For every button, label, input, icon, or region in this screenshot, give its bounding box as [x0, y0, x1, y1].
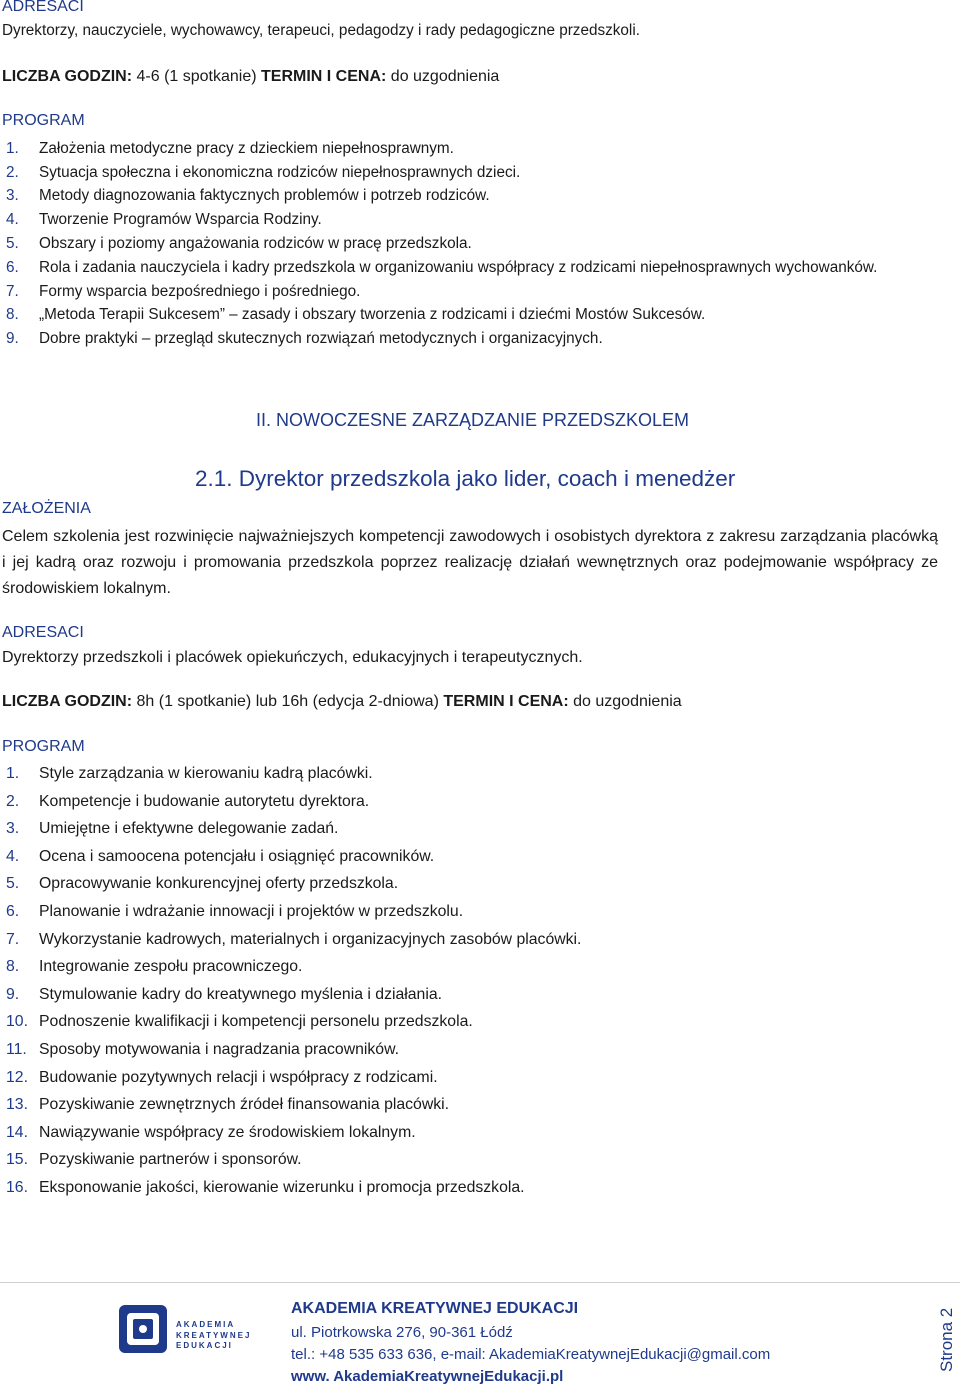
- term-value: do uzgodnienia: [568, 693, 682, 710]
- list-item: 2. Kompetencje i budowanie autorytetu dyrektora.: [6, 792, 370, 810]
- zalozenia-label: ZAŁOŻENIA: [2, 500, 91, 517]
- hours-label: LICZBA GODZIN:: [2, 693, 133, 710]
- list-item: 13. Pozyskiwanie zewnętrznych źródeł finansowania placówki.: [6, 1096, 450, 1114]
- list-item: 2. Sytuacja społeczna i ekonomiczna rodziców niepełnosprawnych dzieci.: [6, 163, 521, 181]
- list-item: 8. Integrowanie zespołu pracowniczego.: [6, 958, 303, 976]
- footer-website[interactable]: www. AkademiaKreatywnejEdukacji.pl: [291, 1368, 564, 1385]
- svg-text:Strona 2: Strona 2: [937, 1307, 956, 1372]
- zalozenia-text: Celem szkolenia jest rozwinięcie najważniejszych kompetencji zawodowych i osobistych dyrektora z zakresu zarządzania placówką i jej kadrą oraz rozwoju i promowania przedszkola poprzez realizację działań wewnętrznych oraz podejmowanie współpracy ze środowiskiem lokalnym.: [2, 528, 938, 597]
- footer-divider: [0, 1282, 960, 1283]
- adresaci-text-2: Dyrektorzy przedszkoli i placówek opiekuńczych, edukacyjnych i terapeutycznych.: [2, 649, 583, 666]
- hours-value: 8h (1 spotkanie) lub 16h (edycja 2-dniowa): [132, 693, 444, 710]
- subsection-title: 2.1. Dyrektor przedszkola jako lider, coach i menedżer: [195, 466, 736, 491]
- list-item: 1. Założenia metodyczne pracy z dzieckiem niepełnosprawnym.: [6, 140, 454, 157]
- adresaci-label-1: ADRESACI: [2, 0, 84, 15]
- list-item: 15. Pozyskiwanie partnerów i sponsorów.: [6, 1151, 302, 1169]
- list-item: 9. Dobre praktyki – przegląd skutecznych rozwiązań metodycznych i organizacyjnych.: [6, 329, 603, 347]
- list-item: 3. Umiejętne i efektywne delegowanie zadań.: [6, 820, 339, 838]
- hours-label: LICZBA GODZIN:: [2, 68, 133, 85]
- logo-wordmark: AKADEMIA KREATYWNEJ EDUKACJI: [176, 1320, 252, 1350]
- list-item: 7. Wykorzystanie kadrowych, materialnych i organizacyjnych zasobów placówki.: [6, 930, 582, 948]
- adresaci-label-2: ADRESACI: [2, 624, 84, 641]
- list-item: 4. Ocena i samoocena potencjału i osiągnięć pracowników.: [6, 847, 435, 865]
- list-item: 16. Eksponowanie jakości, kierowanie wizerunku i promocja przedszkola.: [6, 1178, 525, 1196]
- program-list-1: [2, 137, 939, 351]
- footer-contact: tel.: +48 535 633 636, e-mail: AkademiaKreatywnejEdukacji@gmail.com: [291, 1346, 771, 1363]
- hours-term-line-2: [2, 693, 682, 711]
- term-value: do uzgodnienia: [386, 68, 500, 85]
- hours-value: 4-6 (1 spotkanie): [132, 68, 262, 85]
- list-item: 6. Rola i zadania nauczyciela i kadry przedszkola w organizowaniu współpracy z rodzicami niepełnosprawnych wychowanków.: [6, 258, 878, 276]
- list-item: 3. Metody diagnozowania faktycznych problemów i potrzeb rodziców.: [6, 187, 490, 205]
- program-label-1: PROGRAM: [2, 112, 85, 129]
- list-item: 5. Obszary i poziomy angażowania rodziców w pracę przedszkola.: [6, 234, 472, 252]
- adresaci-text-1: Dyrektorzy, nauczyciele, wychowawcy, terapeuci, pedagodzy i rady pedagogiczne przedszkoli.: [2, 22, 640, 39]
- list-item: 14. Nawiązywanie współpracy ze środowiskiem lokalnym.: [6, 1123, 416, 1141]
- term-label: TERMIN I CENA:: [443, 693, 569, 710]
- list-item: 1. Style zarządzania w kierowaniu kadrą placówki.: [6, 765, 373, 782]
- footer-org-name: AKADEMIA KREATYWNEJ EDUKACJI: [291, 1300, 579, 1317]
- list-item: 6. Planowanie i wdrażanie innowacji i projektów w przedszkolu.: [6, 902, 464, 920]
- section-title: II. NOWOCZESNE ZARZĄDZANIE PRZEDSZKOLEM: [256, 410, 690, 430]
- hours-term-line-1: [2, 68, 499, 86]
- list-item: 8. „Metoda Terapii Sukcesem” – zasady i obszary tworzenia z rodzicami i dziećmi Mostów Sukcesów.: [6, 306, 706, 324]
- footer-address: ul. Piotrkowska 276, 90-361 Łódź: [291, 1324, 513, 1341]
- program-list-2: [2, 760, 581, 1202]
- list-item: 11. Sposoby motywowania i nagradzania pracowników.: [6, 1040, 400, 1058]
- list-item: 12. Budowanie pozytywnych relacji i współpracy z rodzicami.: [6, 1068, 438, 1086]
- list-item: 9. Stymulowanie kadry do kreatywnego myślenia i działania.: [6, 985, 443, 1003]
- list-item: 10. Podnoszenie kwalifikacji i kompetencji personelu przedszkola.: [6, 1013, 473, 1031]
- list-item: 5. Opracowywanie konkurencyjnej oferty przedszkola.: [6, 875, 399, 893]
- list-item: 4. Tworzenie Programów Wsparcia Rodziny.: [6, 211, 322, 229]
- page-number: [934, 1302, 960, 1374]
- term-label: TERMIN I CENA:: [261, 68, 387, 85]
- list-item: 7. Formy wsparcia bezpośredniego i pośredniego.: [6, 282, 361, 300]
- program-label-2: PROGRAM: [2, 738, 85, 755]
